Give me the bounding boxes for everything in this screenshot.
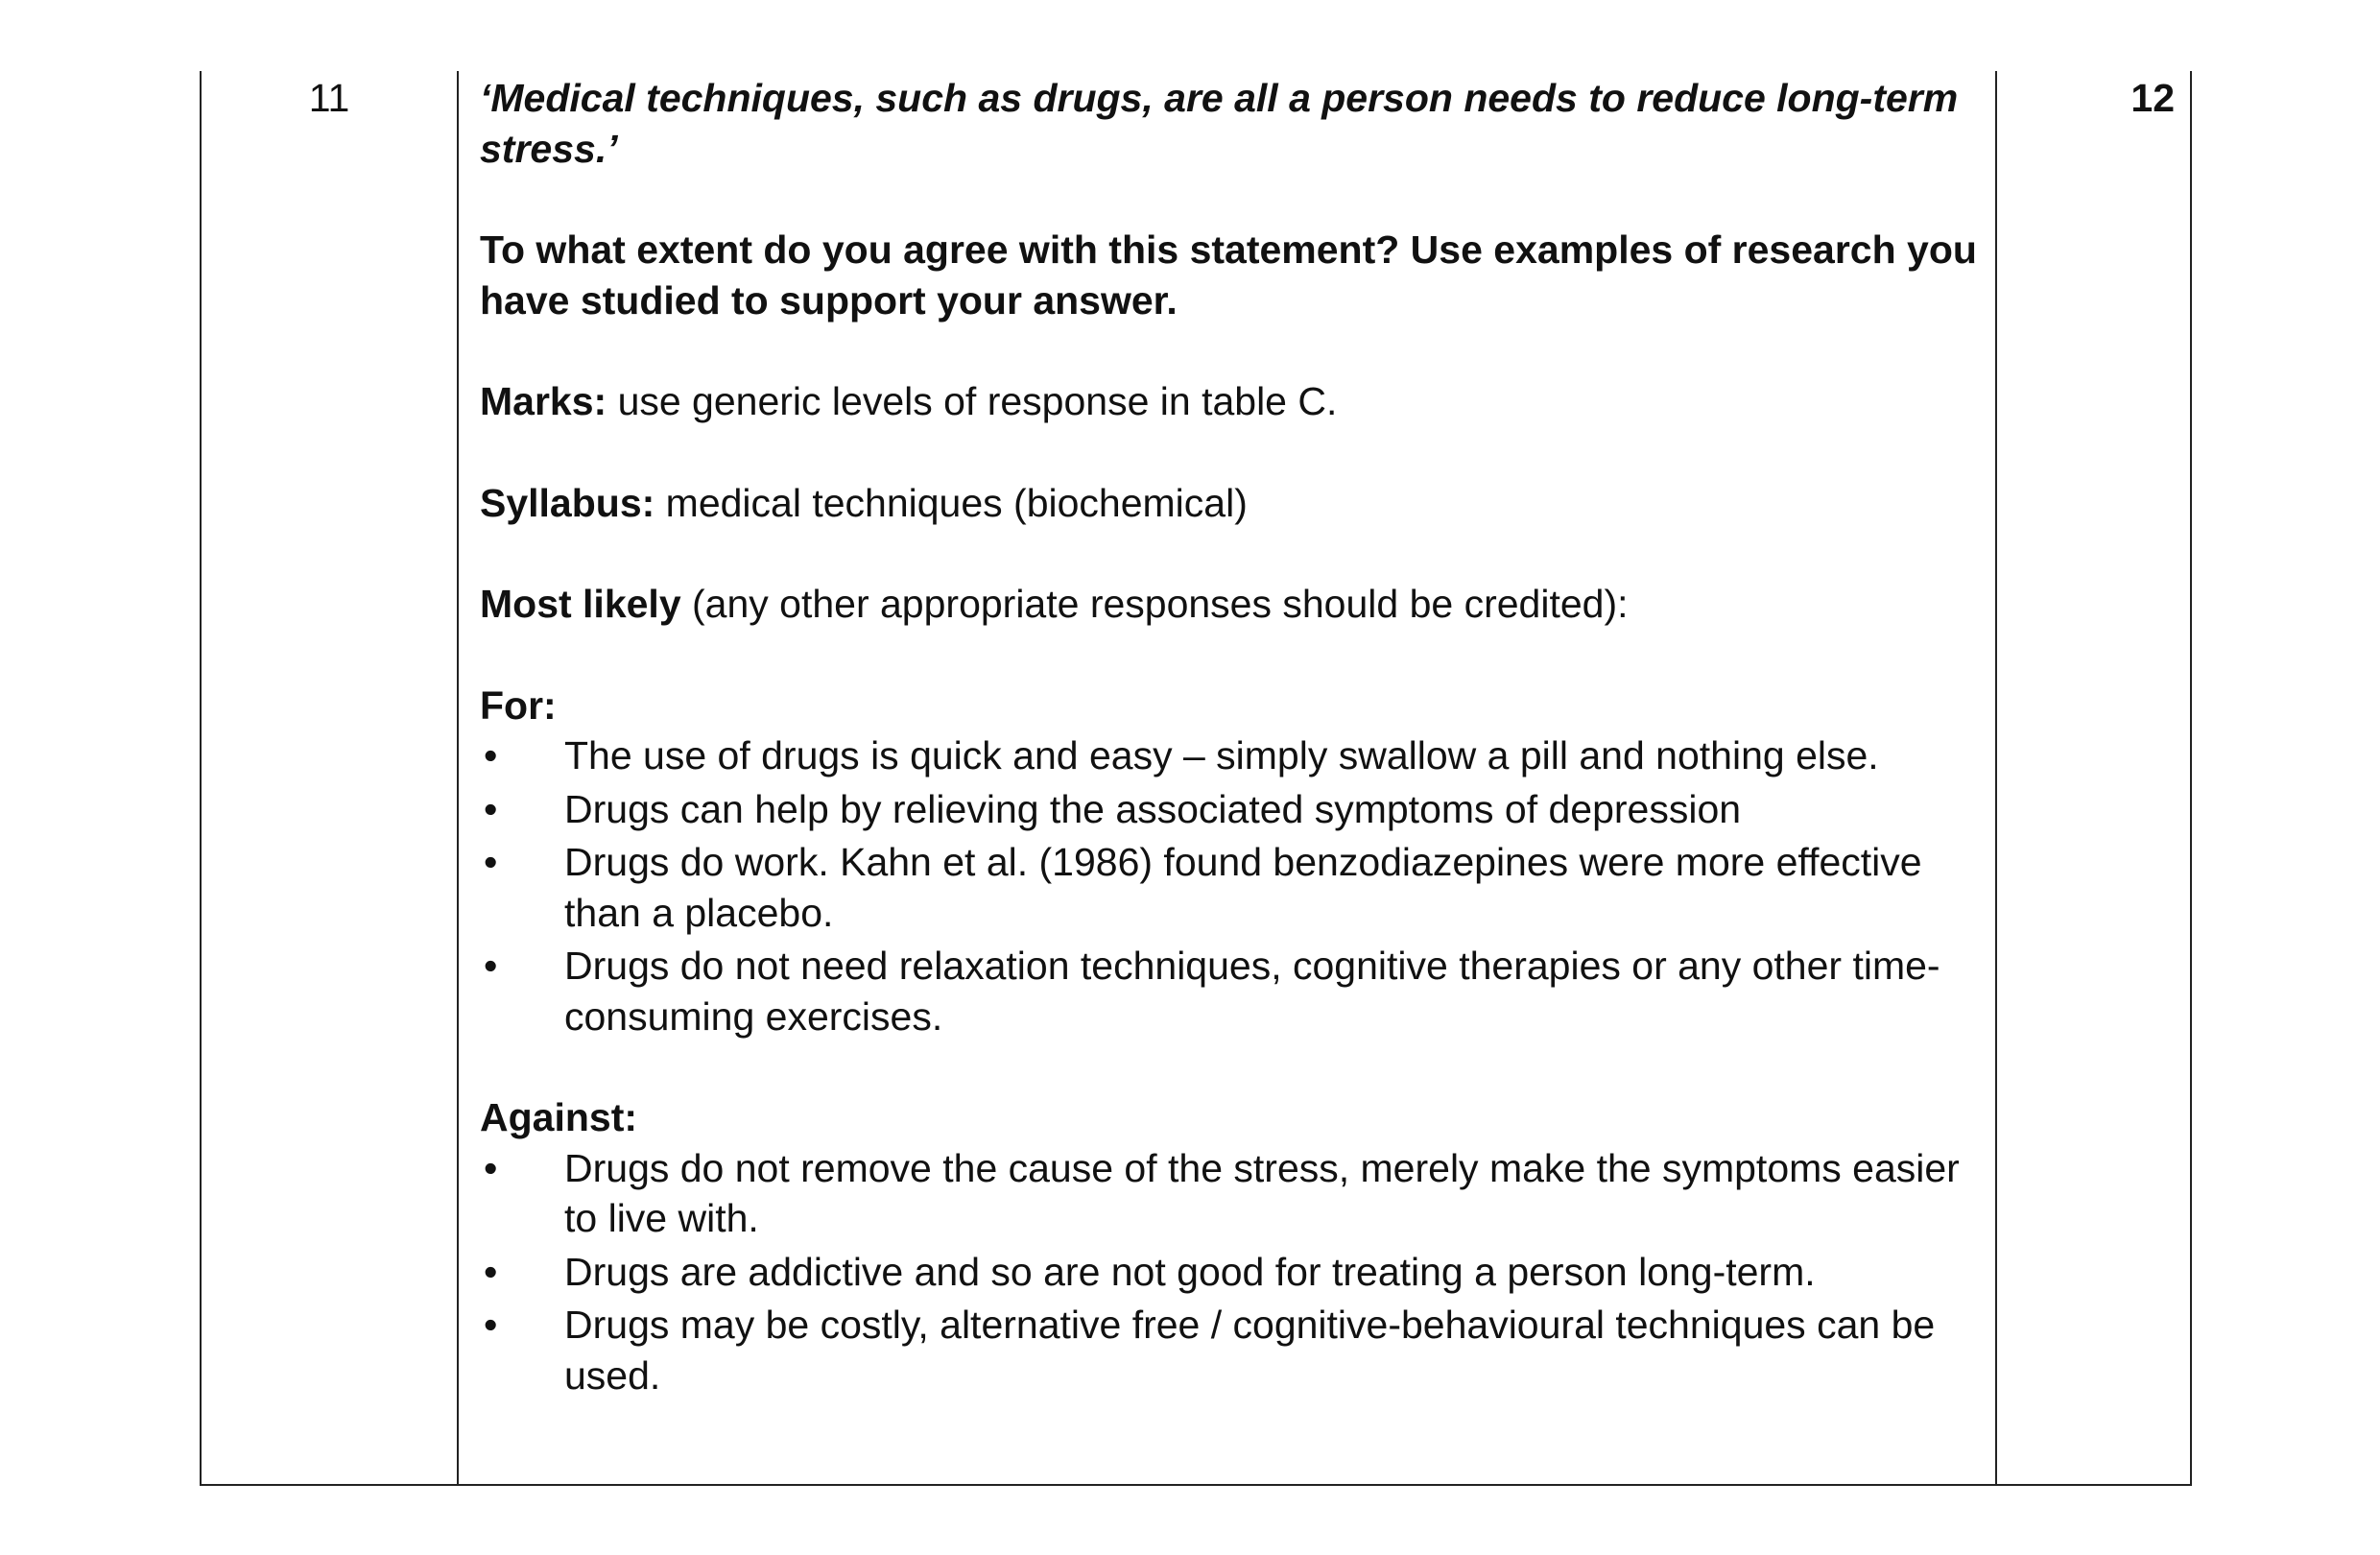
question-prompt: To what extent do you agree with this statement? Use examples of research you have studied to support your answer. xyxy=(480,227,1977,323)
most-likely-line xyxy=(480,579,1996,630)
most-likely-label: Most likely xyxy=(480,582,681,626)
list-item-text: Drugs may be costly, alternative free / cognitive-behavioural techniques can be used. xyxy=(564,1303,1936,1398)
list-item xyxy=(480,730,1996,781)
most-likely-text: (any other appropriate responses should be credited): xyxy=(680,582,1629,626)
against-list xyxy=(480,1143,1996,1401)
list-item-text: Drugs can help by relieving the associated symptoms of depression xyxy=(564,786,1742,831)
list-item-text: Drugs do not need relaxation techniques, cognitive therapies or any other time-consuming exercises. xyxy=(564,944,1940,1039)
syllabus-label: Syllabus: xyxy=(480,480,655,525)
for-list xyxy=(480,730,1996,1041)
list-item-text: Drugs do not remove the cause of the stress, merely make the symptoms easier to live with. xyxy=(564,1145,1960,1240)
against-heading: Against: xyxy=(480,1095,637,1139)
bullet-icon: • xyxy=(484,786,498,831)
for-heading: For: xyxy=(480,682,557,728)
marks-guidance-text: use generic levels of response in table C. xyxy=(607,379,1338,423)
question-statement: ‘Medical techniques, such as drugs, are all a person needs to reduce long-term stress.’ xyxy=(480,76,1959,171)
marks-guidance-label: Marks: xyxy=(480,379,607,423)
bullet-icon: • xyxy=(484,733,498,778)
list-item xyxy=(480,837,1996,938)
list-item-text: The use of drugs is quick and easy – simply swallow a pill and nothing else. xyxy=(564,733,1879,778)
list-item xyxy=(480,1143,1996,1244)
list-item-text: Drugs are addictive and so are not good for treating a person long-term. xyxy=(564,1249,1816,1294)
bullet-icon: • xyxy=(484,1145,498,1190)
list-item xyxy=(480,1247,1996,1298)
mark-scheme-table xyxy=(200,71,2192,1486)
bullet-icon: • xyxy=(484,1249,498,1294)
marks-available: 12 xyxy=(2130,76,2175,120)
bullet-icon: • xyxy=(484,840,498,884)
bullet-icon: • xyxy=(484,944,498,988)
syllabus-text: medical techniques (biochemical) xyxy=(654,480,1248,525)
list-item xyxy=(480,941,1996,1041)
question-number: 11 xyxy=(308,76,350,120)
syllabus-line xyxy=(480,478,1996,529)
marks-guidance xyxy=(480,376,1996,427)
answer-cell xyxy=(480,73,1996,1403)
list-item-text: Drugs do work. Kahn et al. (1986) found benzodiazepines were more effective than a placebo. xyxy=(564,840,1922,935)
column-divider-left xyxy=(457,71,459,1484)
bullet-icon: • xyxy=(484,1303,498,1347)
list-item xyxy=(480,1300,1996,1400)
list-item xyxy=(480,784,1996,835)
